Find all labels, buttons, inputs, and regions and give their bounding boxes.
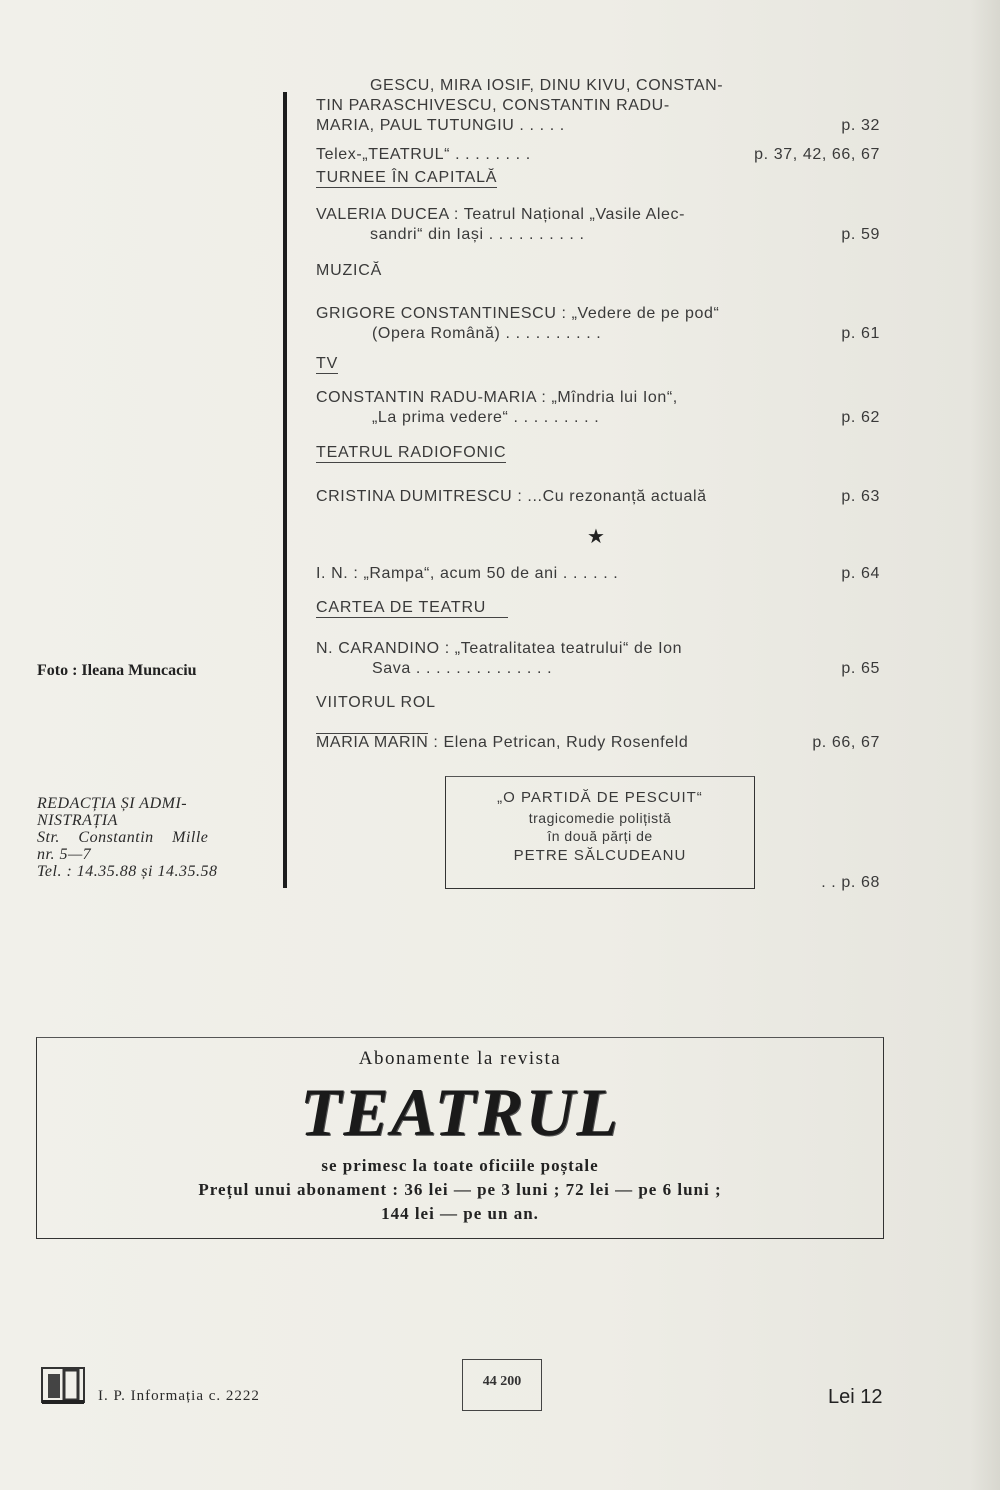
subscription-line1: se primesc la toate oficiile poștale: [321, 1156, 599, 1175]
toc-text: (Opera Română) . . . . . . . . . .: [372, 325, 602, 342]
toc-name: MARIA MARIN: [316, 734, 429, 751]
toc-line: CONSTANTIN RADU-MARIA : „Mîndria lui Ion“,: [316, 389, 678, 406]
toc-line: GESCU, MIRA IOSIF, DINU KIVU, CONSTAN-: [370, 77, 724, 94]
photo-credit: Foto : Ileana Muncaciu: [37, 662, 197, 679]
toc-entry-actors: [316, 76, 880, 136]
toc-line: N. CARANDINO : „Teatralitatea teatrului“ de Ion: [316, 640, 683, 657]
play-title: „O PARTIDĂ DE PESCUIT“: [497, 789, 703, 806]
toc-line: VALERIA DUCEA : Teatrul Național „Vasile Alec-: [316, 206, 686, 223]
toc-text: „La prima vedere“ . . . . . . . . .: [372, 409, 600, 426]
subscription-box: [36, 1037, 884, 1239]
section-heading: [316, 694, 436, 712]
toc-text: Sava . . . . . . . . . . . . . .: [372, 660, 553, 677]
toc-text: MARIA, PAUL TUTUNGIU . . . . .: [316, 117, 565, 134]
print-number-box: [462, 1359, 542, 1411]
toc-page: p. 64: [841, 565, 880, 582]
play-author: PETRE SĂLCUDEANU: [513, 847, 687, 864]
printer-logo-icon: [40, 1364, 86, 1406]
toc-entry-constantinescu: [316, 304, 880, 344]
section-title: VIITORUL ROL: [316, 694, 436, 711]
printer-credit: I. P. Informația c. 2222: [98, 1388, 260, 1404]
subscription-price: Prețul unui abonament : 36 lei — pe 3 luni ; 72 lei — pe 6 luni ;: [198, 1180, 722, 1199]
star-divider: ★: [587, 526, 605, 548]
section-title: TURNEE ÎN CAPITALĂ: [316, 169, 498, 186]
toc-line: [316, 408, 880, 428]
toc-entry-carandino: [316, 639, 880, 679]
toc-page: p. 32: [841, 117, 880, 134]
toc-entry-marin: [316, 733, 880, 753]
section-title: TEATRUL RADIOFONIC: [316, 444, 507, 461]
toc-entry-rampa: [316, 564, 880, 584]
address-line1: Str. Constantin Mille: [37, 829, 209, 846]
toc-page: p. 66, 67: [812, 734, 880, 751]
featured-play-page: . . p. 68: [821, 874, 880, 891]
toc-page: p. 65: [841, 660, 880, 677]
toc-page: p. 37, 42, 66, 67: [754, 146, 880, 163]
toc-text: I. N. : „Rampa“, acum 50 de ani . . . . . .: [316, 565, 619, 582]
teatrul-logo: TEATRUL: [299, 1074, 621, 1150]
section-heading: [316, 355, 338, 373]
section-title: MUZICĂ: [316, 262, 383, 279]
subscription-heading: Abonamente la revista: [358, 1048, 562, 1069]
subscription-year: 144 lei — pe un an.: [381, 1204, 539, 1223]
toc-page: p. 63: [841, 488, 880, 505]
section-heading: [316, 444, 506, 462]
print-number: 44 200: [482, 1374, 522, 1389]
address-line2: nr. 5—7: [37, 846, 92, 863]
toc-page: p. 59: [841, 226, 880, 243]
section-title: CARTEA DE TEATRU: [316, 599, 508, 618]
toc-text: Telex-„TEATRUL“ . . . . . . . .: [316, 146, 531, 163]
redactia-line2: NISTRAȚIA: [37, 812, 118, 829]
toc-page: p. 61: [841, 325, 880, 342]
section-heading: [316, 262, 382, 280]
play-genre: tragicomedie polițistă: [528, 810, 672, 826]
toc-line: [316, 225, 880, 245]
redactia-line1: REDACȚIA ȘI ADMI-: [37, 795, 188, 812]
toc-line: [316, 324, 880, 344]
vertical-rule: [283, 92, 287, 888]
toc-entry-dumitrescu: [316, 487, 880, 507]
featured-play-box: [445, 776, 755, 889]
toc-text: CRISTINA DUMITRESCU : ...Cu rezonanță actuală: [316, 488, 707, 505]
section-heading: [316, 599, 508, 617]
price-label: Lei 12: [828, 1386, 883, 1408]
toc-entry-ducea: [316, 205, 880, 245]
toc-line: [316, 116, 880, 136]
toc-page: p. 62: [841, 409, 880, 426]
editorial-address: [37, 795, 217, 880]
toc-text: sandri“ din Iași . . . . . . . . . .: [370, 226, 585, 243]
toc-entry-radu-maria: [316, 388, 880, 428]
play-parts: în două părți de: [547, 828, 653, 844]
phone: Tel. : 14.35.88 și 14.35.58: [37, 863, 218, 880]
toc-line: GRIGORE CONSTANTINESCU : „Vedere de pe pod“: [316, 305, 720, 322]
toc-line: TIN PARASCHIVESCU, CONSTANTIN RADU-: [316, 97, 670, 114]
section-title: TV: [316, 355, 339, 372]
toc-entry-telex: [316, 145, 880, 165]
toc-line: [316, 659, 880, 679]
toc-text: : Elena Petrican, Rudy Rosenfeld: [428, 734, 689, 751]
section-heading: [316, 169, 497, 187]
